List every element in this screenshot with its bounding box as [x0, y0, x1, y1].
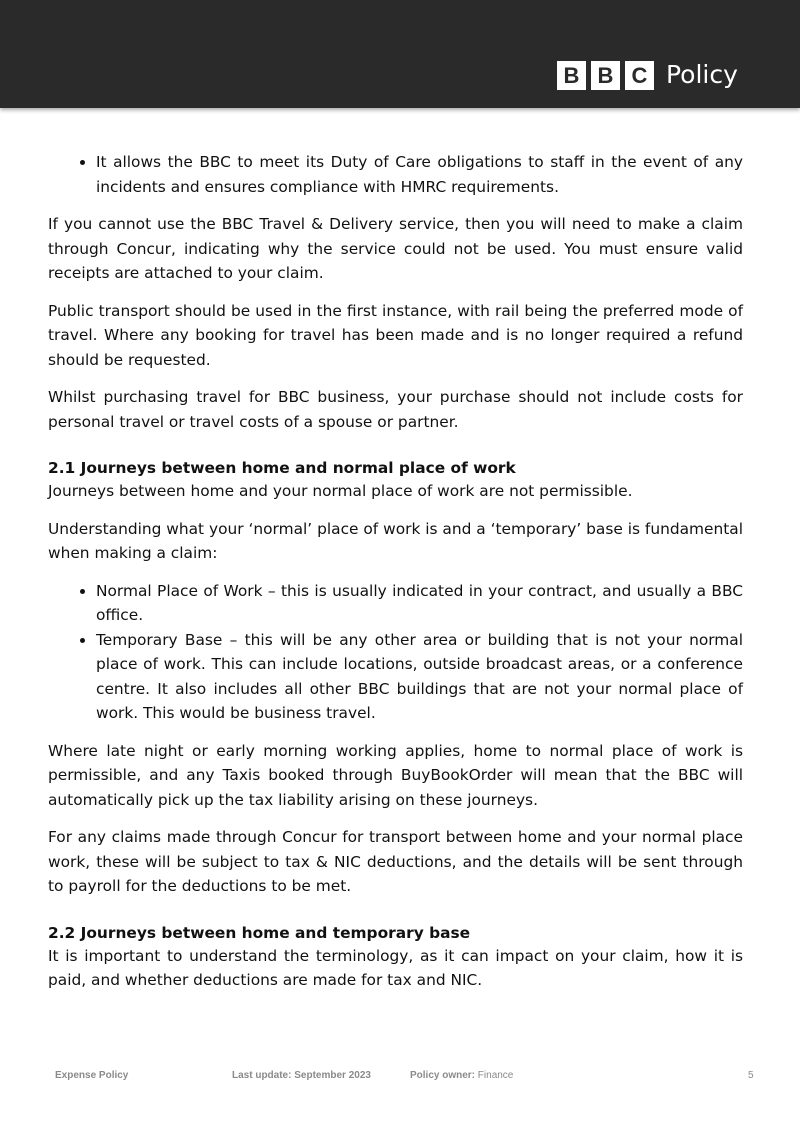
- bullet-list-work-types: [48, 579, 743, 726]
- footer-owner-label: Policy owner:: [410, 1070, 476, 1081]
- footer-owner-value: Finance: [477, 1070, 514, 1081]
- paragraph-concur-deductions: For any claims made through Concur for transport between home and your normal place work, these will be subject to tax & NIC deductions, and the details will be sent through to payroll for the deductions to be met.: [48, 828, 743, 895]
- logo-word: Policy: [666, 60, 738, 89]
- bullet-list-duty: [48, 150, 743, 199]
- bbc-policy-logo: [557, 60, 738, 90]
- footer-last-update: Last update: September 2023: [232, 1070, 371, 1081]
- paragraph-concur-claim: If you cannot use the BBC Travel & Delivery service, then you will need to make a claim through Concur, indicating why the service could not be used. You must ensure valid receipts are attached to your claim.: [48, 215, 743, 282]
- paragraph-terminology: It is important to understand the terminology, as it can impact on your claim, how it is paid, and whether deductions are made for tax and NIC.: [48, 946, 743, 989]
- document-body: [48, 150, 743, 1006]
- bullet-duty-of-care: • It allows the BBC to meet its Duty of Care obligations to staff in the event of any incidents and ensures compliance with HMRC requirements.: [96, 150, 743, 199]
- footer-page-number: 5: [748, 1070, 754, 1081]
- logo-letter-b1: B: [557, 61, 586, 90]
- paragraph-public-transport: Public transport should be used in the first instance, with rail being the preferred mode of travel. Where any booking for travel has been made and is no longer required a refund should be requested.: [48, 301, 743, 369]
- bullet-normal-place: • Normal Place of Work – this is usually indicated in your contract, and usually a BBC office.: [96, 579, 743, 628]
- footer-policy-owner: [410, 1069, 513, 1082]
- paragraph-late-night: Where late night or early morning working applies, home to normal place of work is permissible, and any Taxis booked through BuyBookOrder will mean that the BBC will automatically pick up the tax liability arising on these journeys.: [48, 741, 743, 809]
- heading-2-1: 2.1 Journeys between home and normal place of work: [48, 459, 516, 477]
- paragraph-personal-travel: Whilst purchasing travel for BBC business, your purchase should not include costs for personal travel or travel costs of a spouse or partner.: [48, 388, 743, 431]
- bullet-temporary-base: • Temporary Base – this will be any other area or building that is not your normal place of work. This can include locations, outside broadcast areas, or a conference centre. It also includes all other BBC buildings that are not your normal place of work. This would be business travel.: [96, 628, 743, 726]
- page-header: [0, 0, 800, 108]
- paragraph-understanding: Understanding what your ‘normal’ place of work is and a ‘temporary’ base is fundamental when making a claim:: [48, 519, 744, 562]
- logo-letter-b2: B: [591, 61, 620, 90]
- logo-letter-c: C: [625, 61, 654, 90]
- heading-2-2: 2.2 Journeys between home and temporary base: [48, 923, 471, 942]
- footer-doc-name: Expense Policy: [55, 1070, 129, 1081]
- paragraph-not-permissible: Journeys between home and your normal place of work are not permissible.: [48, 482, 633, 500]
